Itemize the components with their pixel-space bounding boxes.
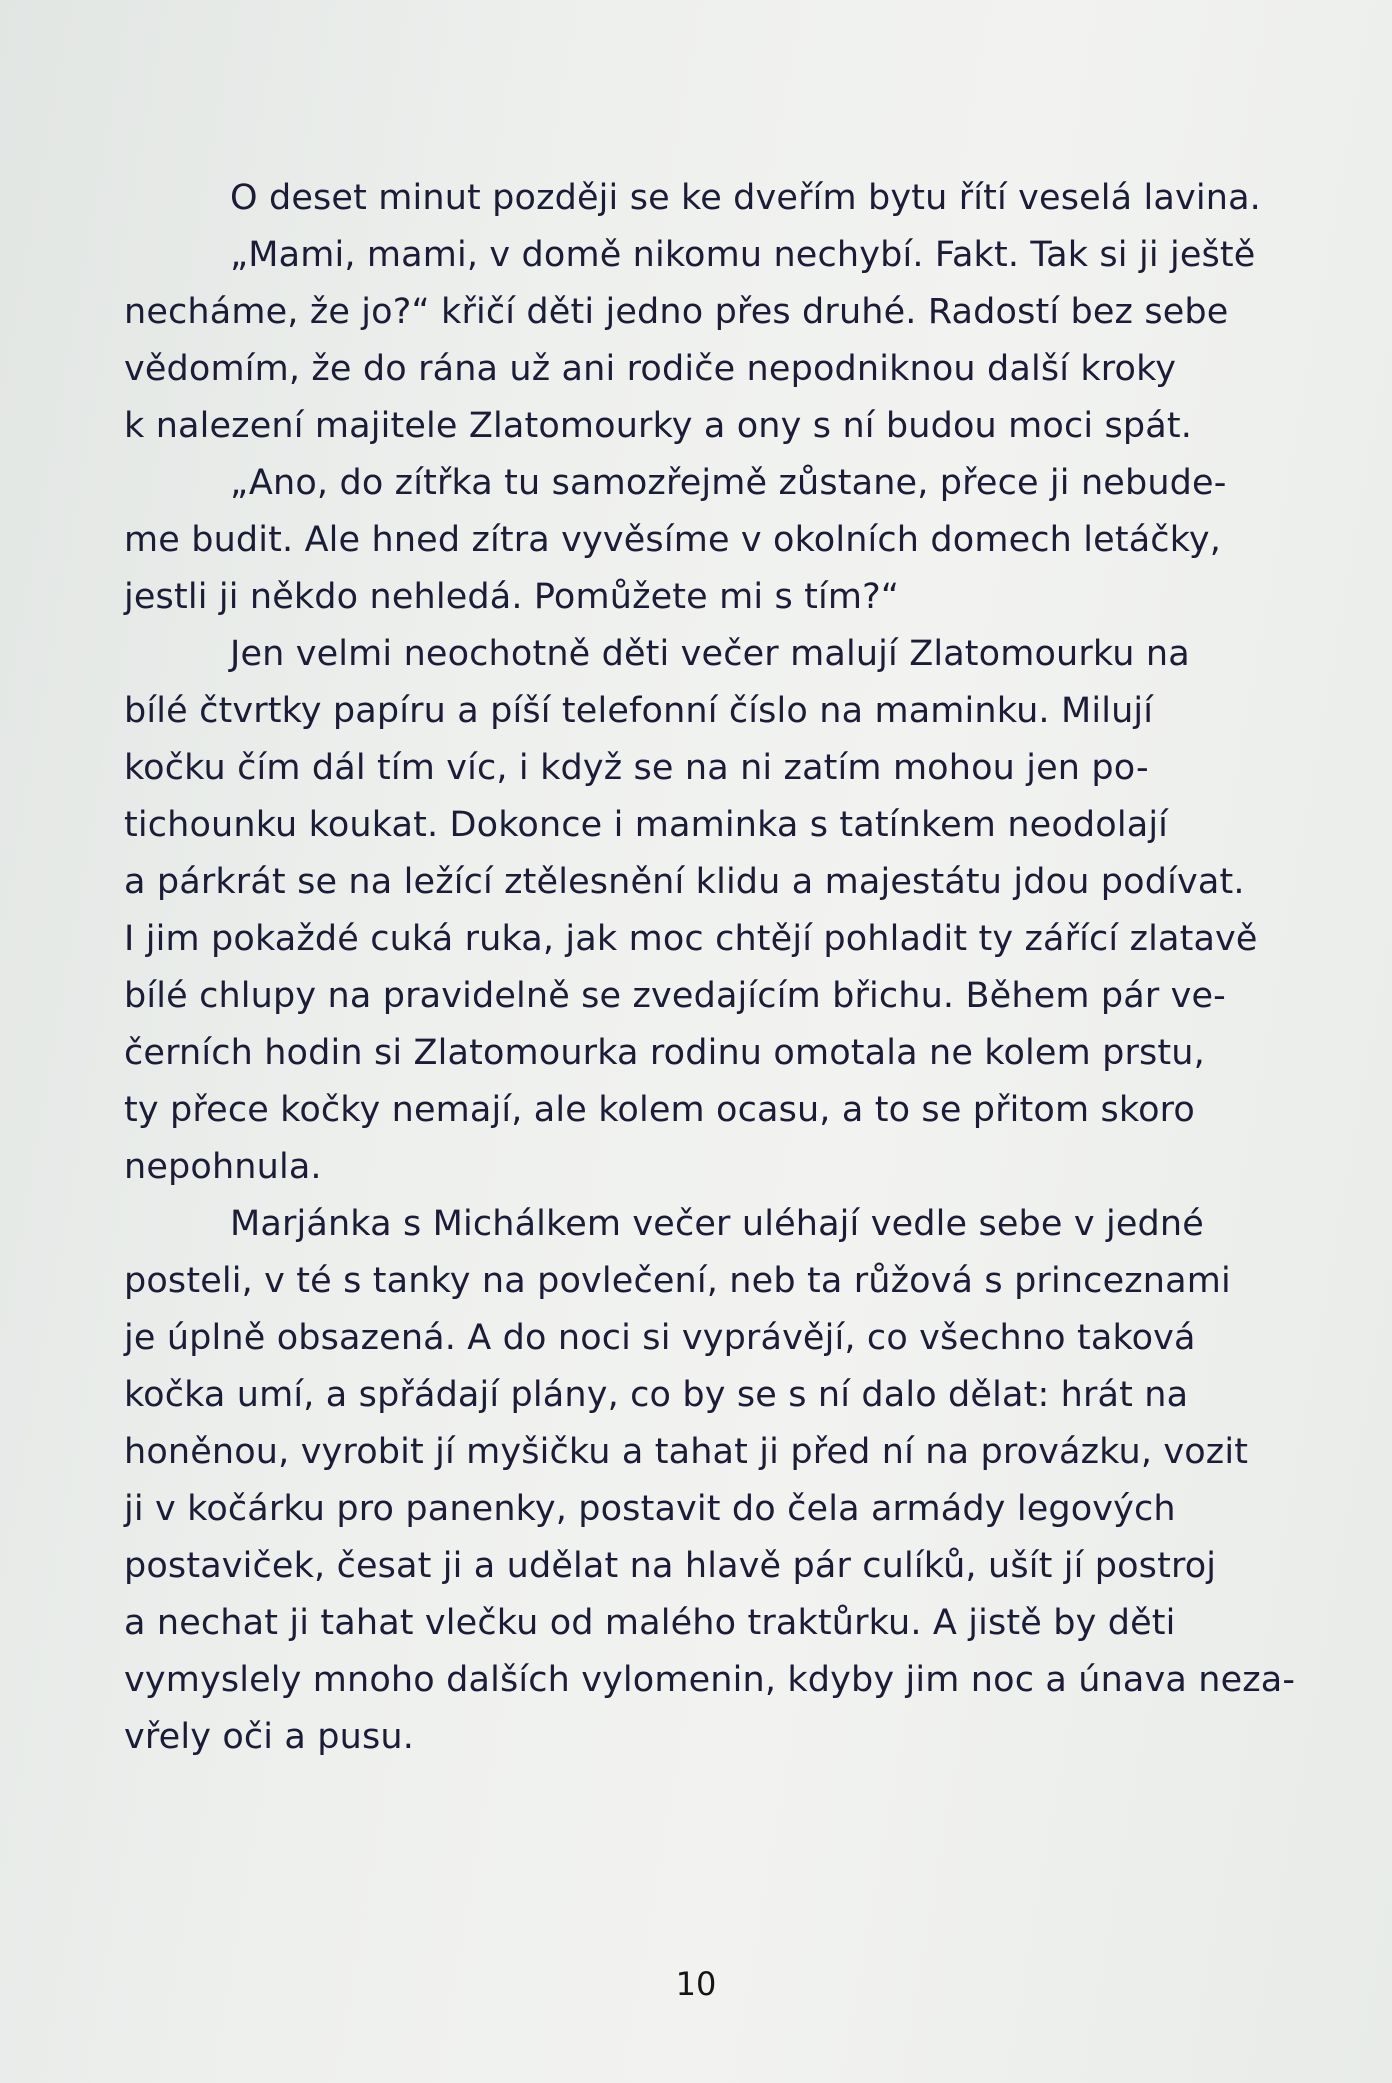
text-line: ty přece kočky nemají, ale kolem ocasu, a to se přitom skoro <box>124 1090 1195 1130</box>
text-line: nepohnula. <box>124 1147 322 1187</box>
text-line: Marjánka s Michálkem večer uléhají vedle sebe v jedné <box>230 1204 1204 1244</box>
text-line: a párkrát se na ležící ztělesnění klidu a majestátu jdou podívat. <box>124 862 1245 902</box>
text-line: O deset minut později se ke dveřím bytu řítí veselá lavina. <box>230 178 1261 218</box>
text-line: postaviček, česat ji a udělat na hlavě pár culíků, ušít jí postroj <box>124 1546 1217 1586</box>
text-line: a nechat ji tahat vlečku od malého traktůrku. A jistě by děti <box>124 1603 1176 1643</box>
text-line: kočka umí, a spřádají plány, co by se s ní dalo dělat: hrát na <box>124 1375 1189 1415</box>
body-text <box>124 170 1296 1766</box>
text-line: necháme, že jo?“ křičí děti jedno přes druhé. Radostí bez sebe <box>124 292 1229 332</box>
text-line: honěnou, vyrobit jí myšičku a tahat ji před ní na provázku, vozit <box>124 1432 1249 1472</box>
text-line: posteli, v té s tanky na povlečení, neb ta růžová s princeznami <box>124 1261 1231 1301</box>
text-line: je úplně obsazená. A do noci si vyprávějí, co všechno taková <box>124 1318 1196 1358</box>
text-line: „Mami, mami, v domě nikomu nechybí. Fakt. Tak si ji ještě <box>230 235 1256 275</box>
text-line: vymyslely mnoho dalších vylomenin, kdyby jim noc a únava neza- <box>124 1660 1296 1700</box>
text-line: k nalezení majitele Zlatomourky a ony s ní budou moci spát. <box>124 406 1193 446</box>
text-line: kočku čím dál tím víc, i když se na ni zatím mohou jen po- <box>124 748 1149 788</box>
text-line: vřely oči a pusu. <box>124 1717 415 1757</box>
text-line: I jim pokaždé cuká ruka, jak moc chtějí pohladit ty zářící zlatavě <box>124 919 1258 959</box>
text-line: černích hodin si Zlatomourka rodinu omotala ne kolem prstu, <box>124 1033 1205 1073</box>
text-line: ji v kočárku pro panenky, postavit do čela armády legových <box>124 1489 1176 1529</box>
text-line: me budit. Ale hned zítra vyvěsíme v okolních domech letáčky, <box>124 520 1222 560</box>
text-line: tichounku koukat. Dokonce i maminka s tatínkem neodolají <box>124 805 1169 845</box>
text-line: bílé čtvrtky papíru a píší telefonní číslo na maminku. Milují <box>124 691 1154 731</box>
text-line: „Ano, do zítřka tu samozřejmě zůstane, přece ji nebude- <box>230 463 1227 503</box>
text-line: bílé chlupy na pravidelně se zvedajícím břichu. Během pár ve- <box>124 976 1226 1016</box>
text-line: Jen velmi neochotně děti večer malují Zlatomourku na <box>230 634 1190 674</box>
page-number: 10 <box>675 1965 717 2003</box>
text-line: jestli ji někdo nehledá. Pomůžete mi s tím?“ <box>124 577 900 617</box>
text-line: vědomím, že do rána už ani rodiče nepodniknou další kroky <box>124 349 1177 389</box>
